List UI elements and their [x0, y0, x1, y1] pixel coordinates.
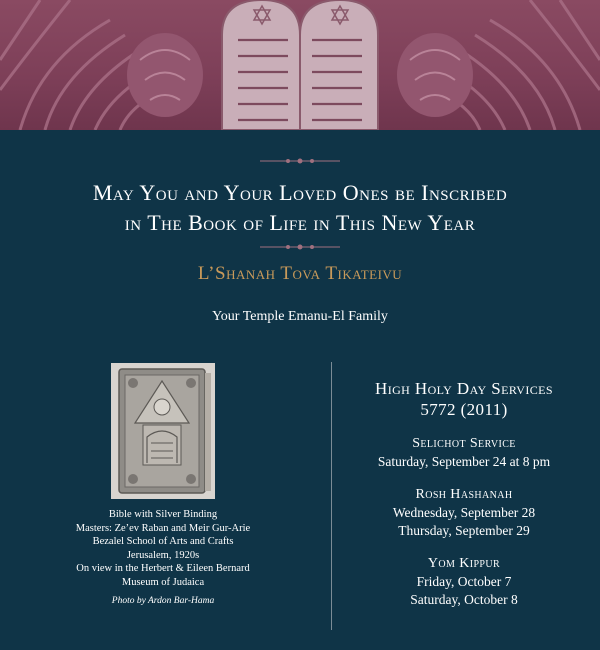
ornament-divider-bottom [260, 244, 340, 250]
ornament-divider-top [260, 158, 340, 164]
service-name: Yom Kippur [427, 556, 501, 571]
tablets-of-law-icon [0, 0, 600, 130]
silver-bible-image [111, 363, 215, 499]
service-date: Wednesday, September 28 [392, 505, 536, 520]
service-yom-kippur [342, 555, 586, 609]
service-selichot [342, 435, 586, 471]
service-date: Friday, October 7 [416, 574, 512, 589]
photo-credit: Photo by Ardon Bar-Hama [111, 596, 215, 606]
service-date: Thursday, September 29 [398, 523, 530, 538]
caption-line: On view in the Herbert & Eileen Bernard [76, 563, 250, 574]
greeting: L’Shanah Tova Tikateivu [197, 263, 403, 284]
service-date: Saturday, October 8 [410, 592, 518, 607]
caption-line: Museum of Judaica [121, 576, 205, 588]
service-name: Selichot Service [412, 436, 516, 451]
artwork-caption [40, 508, 286, 609]
services-schedule [342, 378, 586, 609]
headline-line-1: May You and Your Loved Ones be Inscribed [92, 180, 508, 205]
service-name: Rosh Hashanah [415, 487, 513, 502]
headline [0, 178, 600, 238]
caption-line: Masters: Ze’ev Raban and Meir Gur-Arie [75, 522, 251, 534]
services-year: 5772 (2011) [420, 400, 508, 419]
column-divider [331, 362, 332, 630]
service-date: Saturday, September 24 at 8 pm [377, 454, 551, 469]
caption-line: Jerusalem, 1920s [126, 549, 200, 561]
headline-line-2: in The Book of Life in This New Year [124, 210, 476, 235]
header-banner-image [0, 0, 600, 130]
family-signature: Your Temple Emanu-El Family [212, 309, 388, 324]
service-rosh-hashanah [342, 486, 586, 540]
caption-line: Bible with Silver Binding [108, 509, 218, 520]
caption-line: Bezalel School of Arts and Crafts [92, 536, 234, 547]
services-title: High Holy Day Services [375, 379, 553, 398]
